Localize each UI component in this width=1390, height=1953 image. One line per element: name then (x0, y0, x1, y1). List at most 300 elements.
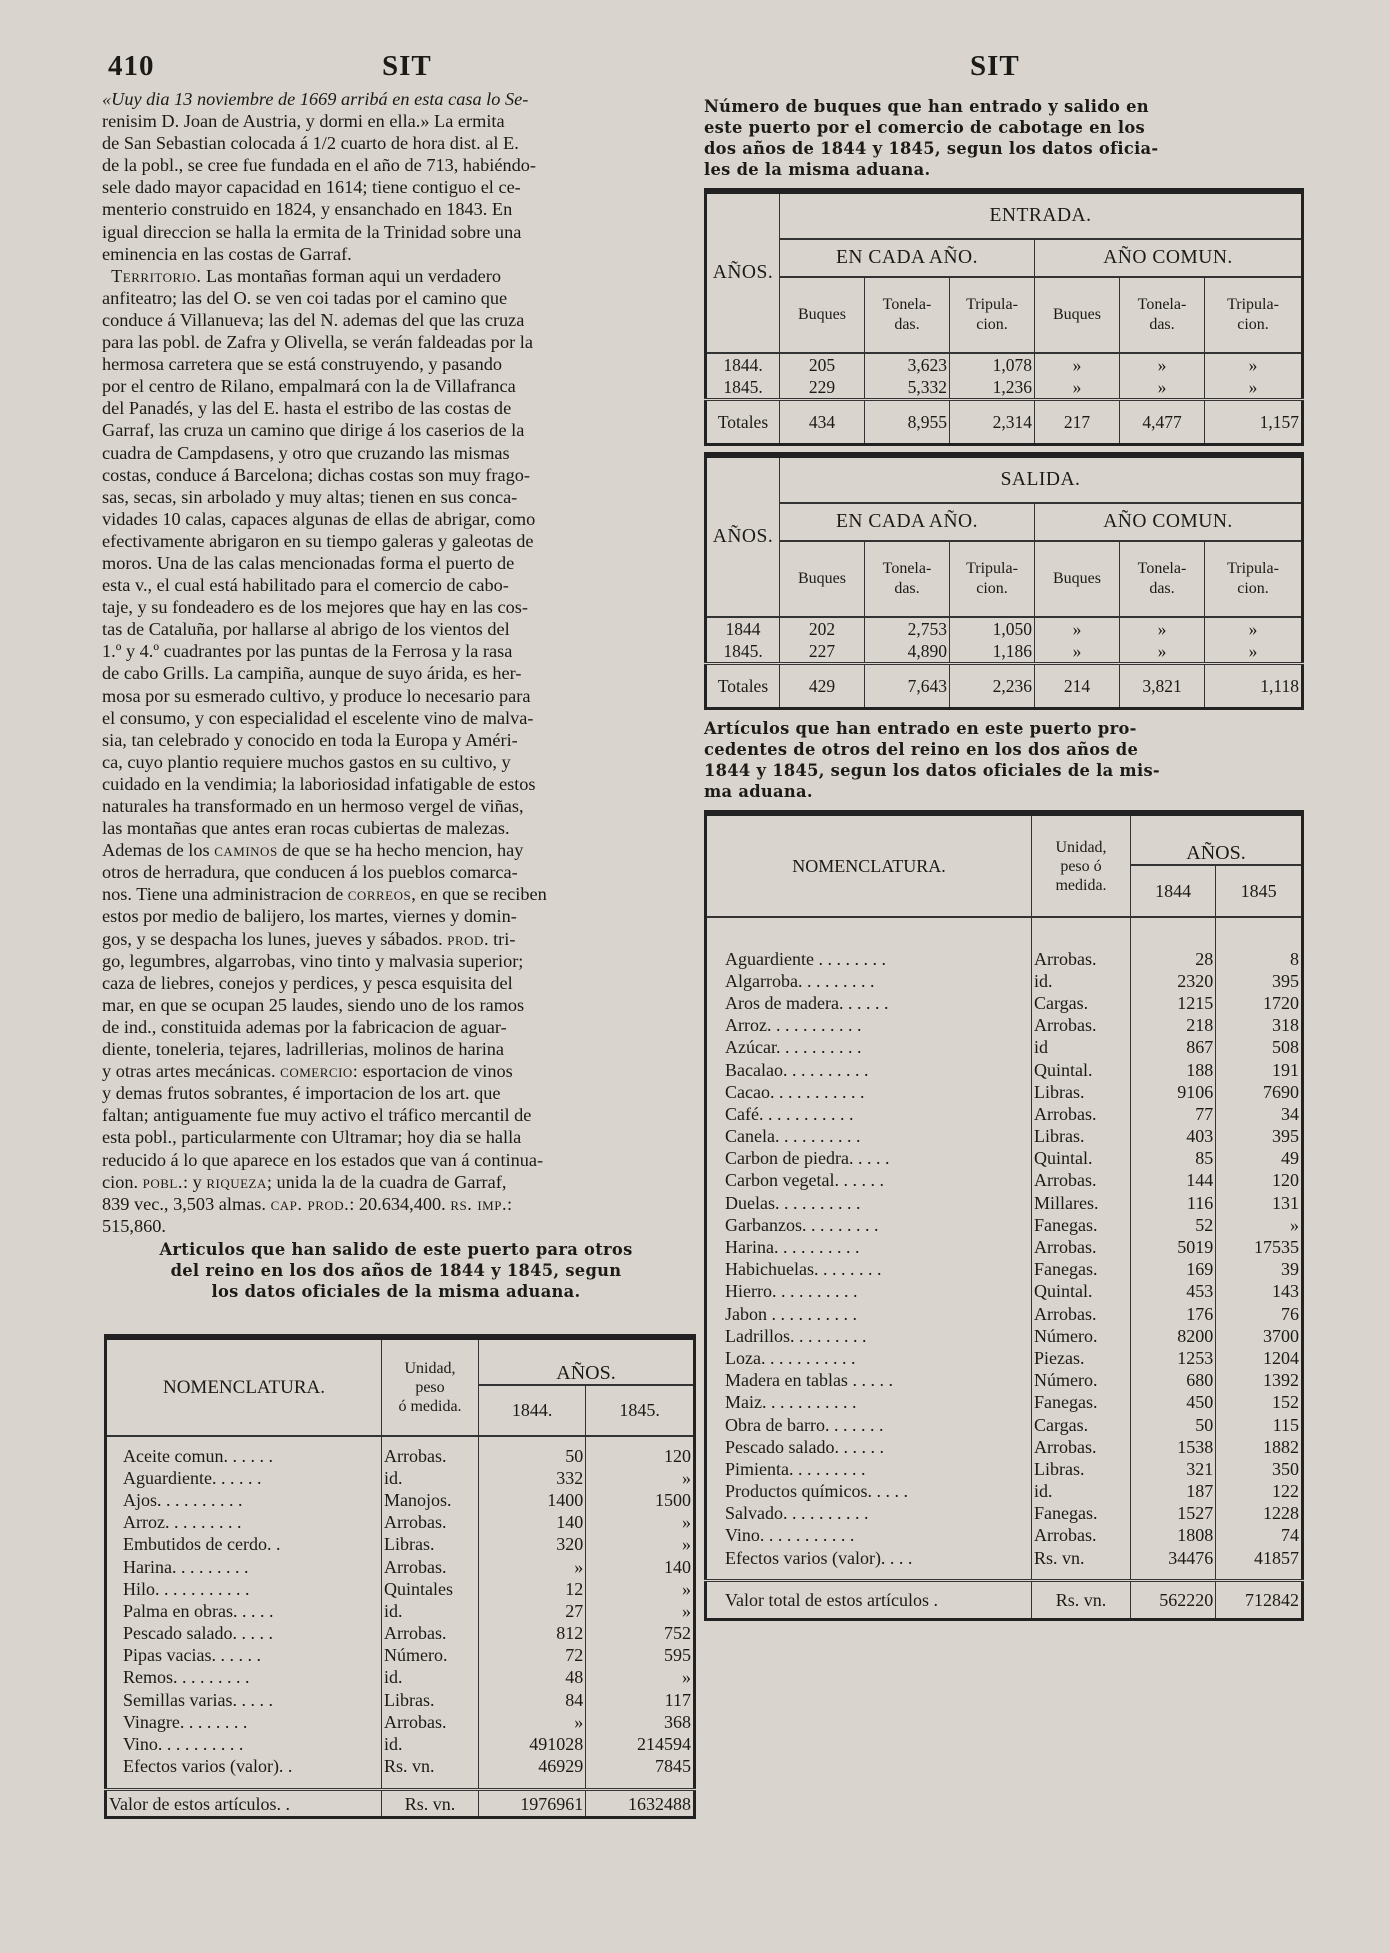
value-1845: 1720 (1263, 992, 1299, 1013)
item-name: Arroz. . . . . . . . . . . (706, 1015, 1032, 1037)
text-fragment: de que se ha hecho mencion, hay (277, 840, 524, 861)
col-label-line: das. (894, 316, 920, 333)
table-row (706, 1281, 1303, 1303)
caption-line: Número de buques que han entrado y salido en (704, 97, 1149, 116)
header-years: AÑOS. (479, 1337, 695, 1385)
table-row (106, 1733, 695, 1755)
item-unit: Número. (1032, 1325, 1131, 1347)
item-name: Aceite comun. . . . . . (106, 1445, 382, 1467)
col-toneladas (865, 541, 950, 617)
header-nomenclatura: NOMENCLATURA. (706, 813, 1032, 917)
table-row (706, 1081, 1303, 1103)
text-line: tas de Cataluña, por hallarse al abrigo de los vientos del (102, 619, 510, 640)
text-line: sas, secas, sin arbolado y muy altas; tienen en sus conca- (102, 486, 518, 507)
col-label-line: cion. (1237, 316, 1269, 333)
value-1845: 7690 (1263, 1081, 1299, 1102)
item-unit: Arrobas. (1032, 1436, 1131, 1458)
item-unit: Número. (1032, 1370, 1131, 1392)
value-1844: 1253 (1131, 1347, 1216, 1369)
running-head-left: SIT (382, 50, 432, 82)
table-row (106, 1711, 695, 1733)
table-row (706, 1059, 1303, 1081)
table-row (706, 1392, 1303, 1414)
value-1845: 152 (1272, 1392, 1299, 1413)
table-row (106, 1667, 695, 1689)
header-unit-line: ó medida. (398, 1398, 462, 1415)
value-1845: 74 (1281, 1525, 1299, 1546)
value-1845: 115 (1272, 1414, 1299, 1435)
entrada-rows (706, 353, 1303, 400)
keyword: comercio (280, 1061, 353, 1082)
item-name: Canela. . . . . . . . . . (706, 1126, 1032, 1148)
year-cell: 1844. (706, 353, 780, 376)
total-unit: Rs. vn. (382, 1789, 479, 1817)
text-line (102, 265, 690, 287)
col-tripulacion (950, 541, 1035, 617)
value-1844: 680 (1131, 1370, 1216, 1392)
item-unit: Arrobas. (1032, 1525, 1131, 1547)
value-cell: » (1120, 617, 1205, 640)
col-label-line: Tripula- (966, 560, 1018, 577)
text-line (102, 1171, 690, 1193)
value-cell: 1,186 (950, 640, 1035, 664)
body-text (102, 88, 690, 1237)
col-buques: Buques (780, 541, 865, 617)
caption-line: los datos oficiales de la misma aduana. (211, 1281, 581, 1301)
text-line: naturales ha transformado en un hermoso vergel de viñas, (102, 796, 524, 816)
table-row (106, 1512, 695, 1534)
text-fragment: : 20.634,400. (349, 1193, 451, 1214)
item-name: Aguardiente . . . . . . . . (706, 948, 1032, 970)
total-unit: Rs. vn. (1032, 1581, 1131, 1620)
total-cell: 4,477 (1120, 400, 1205, 445)
value-cell: 1,050 (950, 617, 1035, 640)
item-name: Maiz. . . . . . . . . . . (706, 1392, 1032, 1414)
salida-rows (706, 617, 1303, 664)
text-line: mar, en que se ocupan 25 laudes, siendo uno de los ramos (102, 994, 525, 1015)
text-fragment: nos. Tiene una administracion de (102, 884, 348, 905)
value-1844: 332 (479, 1467, 586, 1489)
value-1845: 350 (1272, 1458, 1299, 1479)
text-line: cuadra de Campdasens, y otro que cruzando las mismas (102, 442, 510, 463)
value-1845: » (682, 1667, 691, 1688)
text-line: hermosa carretera que se está construyendo, y pasando (102, 354, 502, 375)
keyword: cap. prod. (270, 1193, 350, 1214)
text-line: vidades 10 calas, capaces algunas de ellas de abrigar, como (102, 508, 536, 529)
value-cell: » (1120, 640, 1205, 664)
header-unit-line: peso ó (1060, 857, 1102, 875)
value-1844: 1215 (1131, 992, 1216, 1014)
value-1844: 48 (479, 1667, 586, 1689)
text-fragment: 839 vec., 3,503 almas. (102, 1193, 271, 1214)
caption-line: cedentes de otros del reino en los dos años de (704, 740, 1139, 759)
item-unit: Fanegas. (1032, 1259, 1131, 1281)
text-fragment: , en que se reciben (411, 884, 547, 905)
table-row (106, 1645, 695, 1667)
item-unit: Libras. (382, 1689, 479, 1711)
value-1844: 72 (479, 1645, 586, 1667)
text-fragment: cion. (102, 1171, 143, 1192)
text-fragment: : esportacion de vinos (352, 1061, 513, 1082)
value-1845: 368 (664, 1711, 691, 1732)
table-row (106, 1534, 695, 1556)
text-line: mosa por su esmerado cultivo, y produce lo necesario para (102, 685, 531, 706)
item-unit: Arrobas. (1032, 1236, 1131, 1258)
value-1845: 117 (664, 1689, 691, 1710)
text-line: renisim D. Joan de Austria, y dormi en ella.» La ermita (102, 111, 505, 132)
entrada-table (704, 188, 1304, 446)
text-fragment: : (507, 1193, 513, 1214)
value-1844: 28 (1131, 948, 1216, 970)
imports-caption (704, 718, 1304, 802)
total-1845: 1632488 (586, 1789, 695, 1817)
text-line: por el centro de Rilano, empalmará con la de Villafranca (102, 376, 516, 397)
value-1845: » (682, 1512, 691, 1533)
table-row (706, 1503, 1303, 1525)
value-cell: 227 (780, 640, 865, 664)
item-name: Productos químicos. . . . . (706, 1481, 1032, 1503)
total-cell: 429 (780, 664, 865, 709)
value-cell: 3,623 (865, 353, 950, 376)
item-name: Bacalao. . . . . . . . . . (706, 1059, 1032, 1081)
section-label: Territorio. (111, 265, 202, 286)
item-name: Habichuelas. . . . . . . . (706, 1259, 1032, 1281)
table-row (706, 1525, 1303, 1547)
item-unit: Rs. vn. (382, 1756, 479, 1778)
running-head-right: SIT (970, 50, 1020, 82)
table-row (706, 1347, 1303, 1369)
table-row (106, 1689, 695, 1711)
value-1844: 2320 (1131, 970, 1216, 992)
table-row (706, 1236, 1303, 1258)
col-label-line: Tonela- (1137, 296, 1187, 313)
item-name: Hierro. . . . . . . . . . (706, 1281, 1032, 1303)
col-label-line: cion. (976, 580, 1008, 597)
table-row (706, 1458, 1303, 1480)
total-cell: 434 (780, 400, 865, 445)
value-cell: 2,753 (865, 617, 950, 640)
item-name: Duelas. . . . . . . . . . (706, 1192, 1032, 1214)
table-row (106, 1600, 695, 1622)
item-unit: Arrobas. (1032, 948, 1131, 970)
value-1845: 3700 (1263, 1325, 1299, 1346)
header-unit-line: Unidad, (1055, 838, 1107, 856)
item-unit: id. (382, 1600, 479, 1622)
item-unit: Libras. (1032, 1081, 1131, 1103)
table-row (706, 1170, 1303, 1192)
value-1845: 49 (1281, 1148, 1299, 1169)
value-1844: 491028 (479, 1733, 586, 1755)
keyword: caminos (214, 840, 278, 861)
total-cell: 1,118 (1205, 664, 1303, 709)
imports-rows (706, 948, 1303, 1581)
text-fragment: . tri- (483, 928, 516, 949)
value-1844: 52 (1131, 1214, 1216, 1236)
value-cell: 229 (780, 376, 865, 400)
item-name: Harina. . . . . . . . . . (706, 1236, 1032, 1258)
item-name: Garbanzos. . . . . . . . . (706, 1214, 1032, 1236)
item-unit: Arrobas. (1032, 1015, 1131, 1037)
value-1845: 120 (1272, 1170, 1299, 1191)
cada-ano-label: EN CADA AÑO. (780, 239, 1035, 277)
item-name: Efectos varios (valor). . (106, 1756, 382, 1778)
value-1845: 122 (1272, 1481, 1299, 1502)
text-line: del Panadés, y las del E. hasta el estribo de las costas de (102, 398, 512, 419)
value-1845: 140 (664, 1556, 691, 1577)
table-row (106, 1489, 695, 1511)
item-name: Algarroba. . . . . . . . . (706, 970, 1032, 992)
value-cell: » (1205, 353, 1303, 376)
value-cell: » (1120, 376, 1205, 400)
value-1844: 1527 (1131, 1503, 1216, 1525)
anos-label: AÑOS. (706, 455, 780, 617)
caption-line: dos años de 1844 y 1845, segun los datos oficia- (704, 139, 1159, 158)
table-row (706, 1259, 1303, 1281)
col-label-line: Tonela- (1137, 560, 1187, 577)
table-row (106, 1578, 695, 1600)
table-row (106, 1756, 695, 1778)
table-row (706, 1414, 1303, 1436)
item-unit: id. (1032, 1481, 1131, 1503)
item-name: Aros de madera. . . . . . (706, 992, 1032, 1014)
text-line: costas, conduce á Barcelona; dichas costas son muy frago- (102, 464, 530, 485)
value-1845: » (1290, 1214, 1299, 1235)
total-cell: 214 (1035, 664, 1120, 709)
text-line: de ind., constituida ademas por la fabricacion de aguar- (102, 1016, 507, 1037)
text-line: las montañas que antes eran rocas cubiertas de malezas. (102, 818, 510, 839)
col-toneladas (865, 277, 950, 353)
value-1844: 812 (479, 1623, 586, 1645)
header-nomenclatura: NOMENCLATURA. (106, 1337, 382, 1436)
value-cell: » (1248, 641, 1258, 661)
item-name: Pimienta. . . . . . . . . (706, 1458, 1032, 1480)
col-toneladas-comun (1120, 277, 1205, 353)
value-1844: 321 (1131, 1458, 1216, 1480)
value-1845: 1392 (1263, 1370, 1299, 1391)
table-row (706, 1481, 1303, 1503)
item-name: Vino. . . . . . . . . . (106, 1733, 382, 1755)
left-column (102, 88, 691, 1815)
total-cell: 2,314 (950, 400, 1035, 445)
text-line: reducido á lo que aparece en los estados que van á continua- (102, 1149, 544, 1170)
text-line (102, 1193, 690, 1215)
item-name: Obra de barro. . . . . . . (706, 1414, 1032, 1436)
item-name: Embutidos de cerdo. . (106, 1534, 382, 1556)
value-cell: » (1248, 377, 1258, 397)
value-1844: 144 (1131, 1170, 1216, 1192)
item-name: Madera en tablas . . . . . (706, 1370, 1032, 1392)
table-row (706, 1015, 1303, 1037)
item-unit: id. (382, 1733, 479, 1755)
table-row (706, 1214, 1303, 1236)
item-name: Pescado salado. . . . . (106, 1623, 382, 1645)
text-line: go, legumbres, algarrobas, vino tinto y malvasia superior; (102, 950, 524, 971)
item-unit: Arrobas. (1032, 1103, 1131, 1125)
text-line: Garraf, las cruza un camino que dirige á los caserios de la (102, 420, 525, 441)
salida-table (704, 452, 1304, 710)
value-1845: » (682, 1600, 691, 1621)
text-line: otros de herradura, que conducen á los pueblos comarca- (102, 862, 518, 883)
item-unit: id (1032, 1037, 1131, 1059)
left-table-caption (102, 1239, 690, 1302)
value-cell: 205 (780, 353, 865, 376)
ano-comun-label: AÑO COMUN. (1035, 503, 1303, 541)
item-unit: Quintal. (1032, 1148, 1131, 1170)
value-1844: 1538 (1131, 1436, 1216, 1458)
col-buques-comun: Buques (1035, 277, 1120, 353)
value-1845: 120 (664, 1445, 691, 1466)
text-line: eminencia en las costas de Garraf. (102, 243, 352, 264)
table-row (706, 640, 1303, 664)
value-1844: 50 (479, 1445, 586, 1467)
page-number: 410 (108, 50, 155, 82)
value-1844: 116 (1131, 1192, 1216, 1214)
item-name: Azúcar. . . . . . . . . . (706, 1037, 1032, 1059)
header-unit (1032, 813, 1131, 917)
value-1845: 752 (664, 1623, 691, 1644)
text-line: menterio construido en 1824, y ensanchado en 1843. En (102, 199, 513, 220)
value-cell: » (1035, 640, 1120, 664)
value-1845: » (682, 1534, 691, 1555)
text-line: caza de liebres, conejos y perdices, y pesca esquisita del (102, 972, 513, 993)
value-1844: 5019 (1131, 1236, 1216, 1258)
table-row (706, 1325, 1303, 1347)
item-unit: Arrobas. (382, 1711, 479, 1733)
value-1844: 12 (479, 1578, 586, 1600)
text-line: efectivamente abrigaron en su tiempo galeras y galeotas de (102, 530, 534, 551)
value-1844: » (479, 1711, 586, 1733)
text-line: anfiteatro; las del O. se ven coi tadas por el camino que (102, 287, 508, 308)
exports-rows (106, 1445, 695, 1789)
header-unit-line: Unidad, (404, 1360, 456, 1377)
col-label-line: das. (1149, 316, 1175, 333)
value-1845: 17535 (1254, 1237, 1299, 1258)
value-1845: 131 (1272, 1192, 1299, 1213)
text-line: para las pobl. de Zafra y Olivella, se verán faldeadas por la (102, 332, 533, 353)
total-cell: 8,955 (865, 400, 950, 445)
text-line: estos por medio de balijero, los martes, viernes y domin- (102, 906, 517, 927)
header-unit-line: medida. (1055, 876, 1107, 894)
value-1845: 318 (1272, 1015, 1299, 1036)
total-label: Totales (706, 664, 780, 709)
item-unit: Cargas. (1032, 992, 1131, 1014)
table-row (706, 992, 1303, 1014)
value-1844: 1400 (479, 1489, 586, 1511)
item-unit: Arrobas. (382, 1512, 479, 1534)
item-unit: id. (382, 1667, 479, 1689)
value-cell: » (1120, 353, 1205, 376)
value-1844: 867 (1131, 1037, 1216, 1059)
total-cell: 217 (1035, 400, 1120, 445)
value-cell: 1,078 (950, 353, 1035, 376)
header-year-1844: 1844 (1131, 865, 1216, 917)
item-unit: Quintales (382, 1578, 479, 1600)
value-1845: 7845 (655, 1756, 691, 1777)
text-fragment: Ademas de los (102, 840, 215, 861)
text-fragment: y otras artes mecánicas. (102, 1061, 281, 1082)
value-cell: » (1035, 376, 1120, 400)
total-1845: 712842 (1216, 1581, 1303, 1620)
caption-line: Articulos que han salido de este puerto para otros (159, 1239, 633, 1259)
item-name: Pipas vacias. . . . . . (106, 1645, 382, 1667)
text-line: de San Sebastian colocada á 1/2 cuarto de hora dist. al E. (102, 133, 519, 154)
text-fragment: Las montañas forman aqui un verdadero (201, 265, 501, 286)
value-1844: 320 (479, 1534, 586, 1556)
col-toneladas-comun (1120, 541, 1205, 617)
value-cell: » (1035, 353, 1120, 376)
keyword: riqueza (206, 1171, 267, 1192)
table-row (706, 1547, 1303, 1569)
item-name: Carbon de piedra. . . . . (706, 1148, 1032, 1170)
col-label-line: Tripula- (1227, 560, 1279, 577)
total-cell: 1,157 (1205, 400, 1303, 445)
text-line: cuidado en la vendimia; la laboriosidad infatigable de estos (102, 773, 536, 794)
caption-line: les de la misma aduana. (704, 160, 931, 179)
value-1844: 453 (1131, 1281, 1216, 1303)
col-tripulacion-comun (1205, 541, 1303, 617)
item-name: Carbon vegetal. . . . . . (706, 1170, 1032, 1192)
item-unit: Rs. vn. (1032, 1547, 1131, 1569)
item-unit: Arrobas. (382, 1556, 479, 1578)
text-line: ca, cuyo plantio requiere muchos gastos en su cultivo, y (102, 751, 511, 772)
item-unit: Arrobas. (382, 1623, 479, 1645)
text-line: esta v., el cual está habilitado para el comercio de cabo- (102, 575, 509, 596)
item-name: Efectos varios (valor). . . . (706, 1547, 1032, 1569)
item-name: Vinagre. . . . . . . . (106, 1711, 382, 1733)
value-1845: 143 (1272, 1281, 1299, 1302)
value-1845: 508 (1272, 1037, 1299, 1058)
value-1845: 8 (1290, 948, 1299, 969)
value-1844: 450 (1131, 1392, 1216, 1414)
col-buques-comun: Buques (1035, 541, 1120, 617)
value-1845: 395 (1272, 970, 1299, 991)
salida-title: SALIDA. (780, 455, 1303, 503)
value-1844: » (479, 1556, 586, 1578)
table-row (706, 948, 1303, 970)
table-row (106, 1445, 695, 1467)
text-line: de cabo Grills. La campiña, aunque de suyo árida, es her- (102, 663, 522, 684)
item-unit: Libras. (1032, 1126, 1131, 1148)
table-row (706, 376, 1303, 400)
item-unit: Fanegas. (1032, 1503, 1131, 1525)
value-1844: 34476 (1131, 1547, 1216, 1569)
item-unit: Arrobas. (382, 1445, 479, 1467)
table-row (706, 353, 1303, 376)
text-line: de la pobl., se cree fue fundada en el año de 713, habiéndo- (102, 155, 537, 176)
caption-line: ma aduana. (704, 782, 813, 801)
item-name: Cacao. . . . . . . . . . . (706, 1081, 1032, 1103)
total-label: Valor de estos artículos. . (106, 1789, 382, 1817)
entrada-title: ENTRADA. (780, 191, 1303, 239)
item-name: Loza. . . . . . . . . . . (706, 1347, 1032, 1369)
table-row (706, 1037, 1303, 1059)
value-1845: 1228 (1263, 1503, 1299, 1524)
col-label-line: cion. (976, 316, 1008, 333)
total-1844: 562220 (1131, 1581, 1216, 1620)
text-fragment: : y (182, 1171, 207, 1192)
item-name: Semillas varias. . . . . (106, 1689, 382, 1711)
table-row (106, 1467, 695, 1489)
total-cell: 3,821 (1120, 664, 1205, 709)
value-1845: 1204 (1263, 1347, 1299, 1368)
value-1844: 187 (1131, 1481, 1216, 1503)
text-line: 515,860. (102, 1215, 166, 1236)
text-line: «Uuy dia 13 noviembre de 1669 arribá en esta casa lo Se- (102, 89, 529, 109)
value-1844: 50 (1131, 1414, 1216, 1436)
item-unit: Arrobas. (1032, 1170, 1131, 1192)
value-1845: 214594 (637, 1734, 691, 1755)
keyword: correos (347, 884, 412, 905)
